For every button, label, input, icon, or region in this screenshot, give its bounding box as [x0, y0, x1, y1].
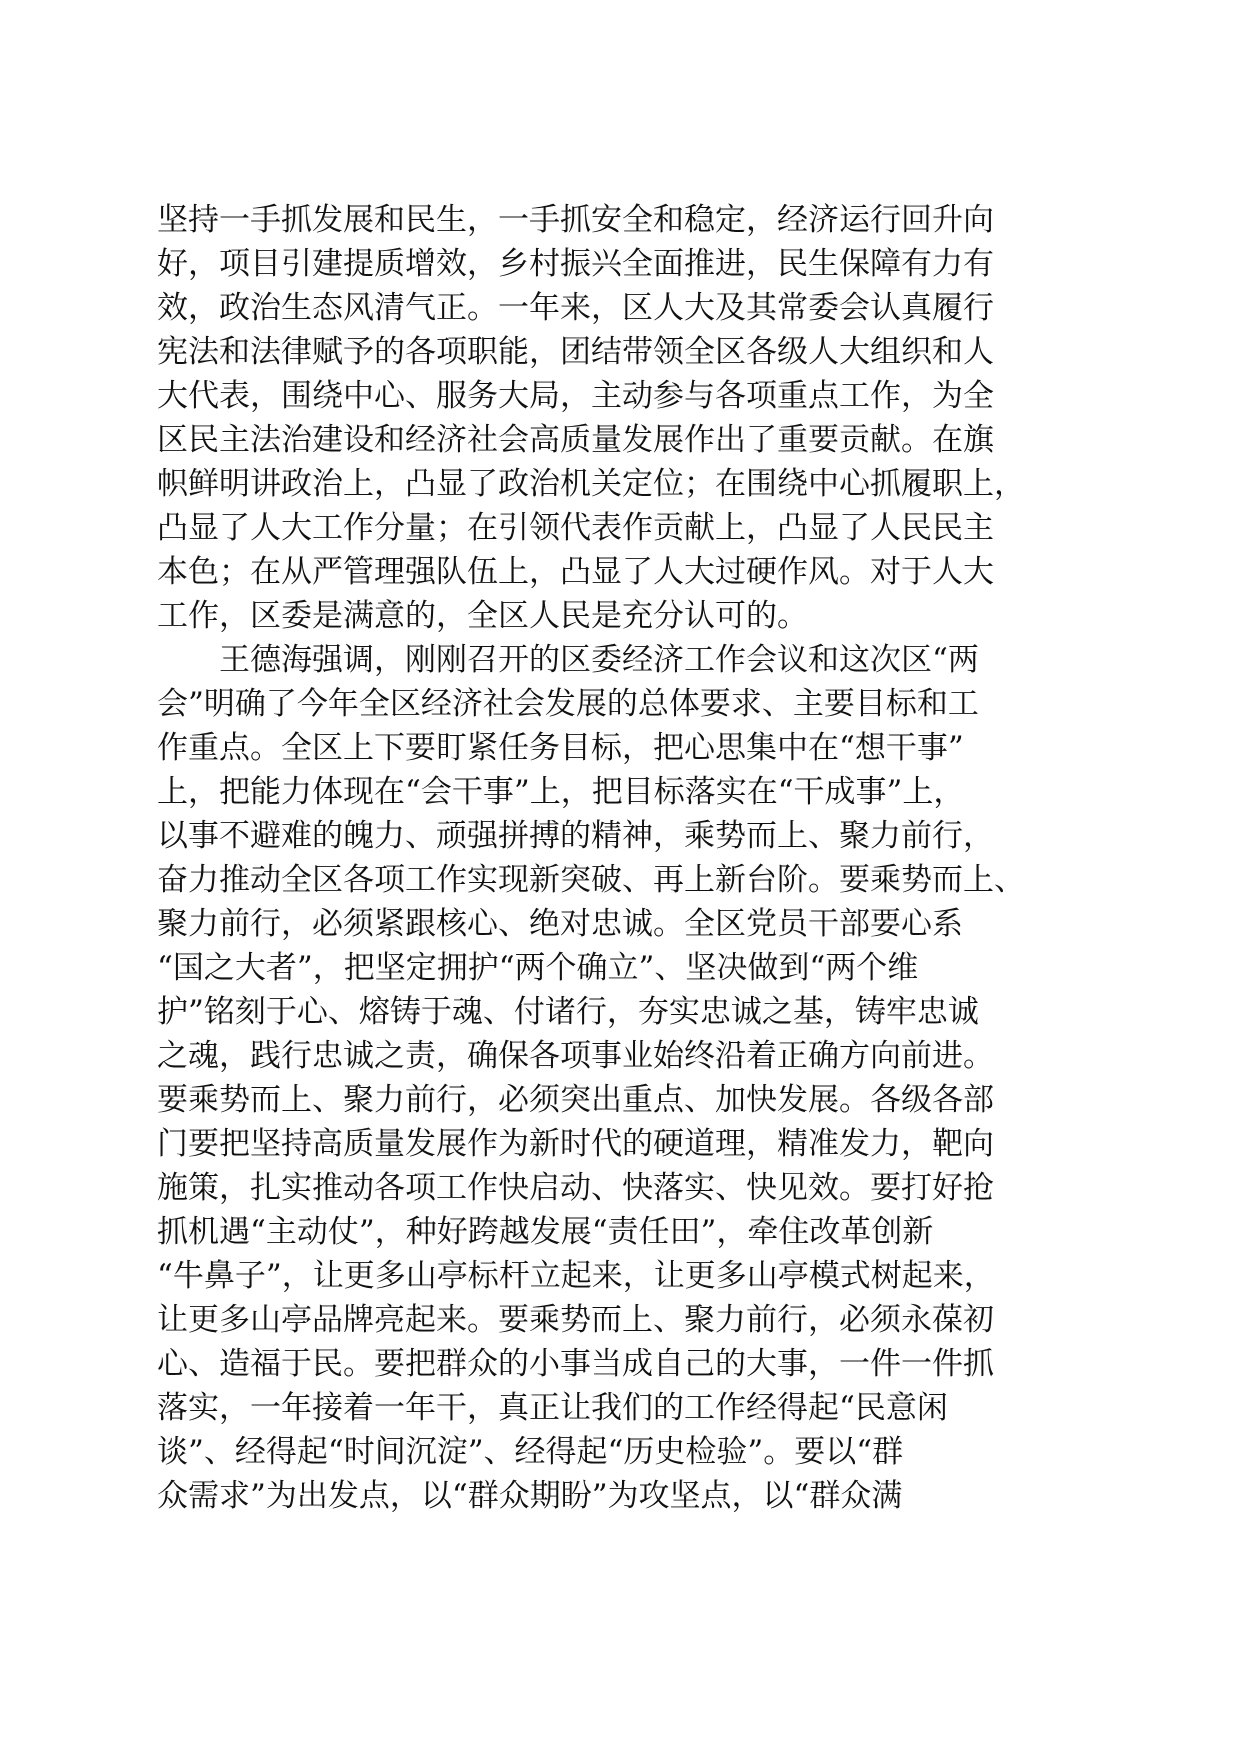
text-line: 会”明确了今年全区经济社会发展的总体要求、主要目标和工: [157, 686, 979, 722]
text-line: 落实，一年接着一年干，真正让我们的工作经得起“民意闲: [157, 1390, 948, 1426]
paragraph-start-line: 王德海强调，刚刚召开的区委经济工作会议和这次区“两: [219, 642, 979, 678]
text-line: 抓机遇“主动仗”，种好跨越发展“责任田”，牵住改革创新: [157, 1214, 934, 1250]
text-line: 让更多山亭品牌亮起来。要乘势而上、聚力前行，必须永葆初: [157, 1302, 994, 1338]
text-line: 工作，区委是满意的，全区人民是充分认可的。: [157, 598, 808, 634]
text-line: 以事不避难的魄力、顽强拼搏的精神，乘势而上、聚力前行，: [157, 818, 994, 854]
text-line: 本色；在从严管理强队伍上，凸显了人大过硬作风。对于人大: [157, 554, 994, 590]
text-line: 众需求”为出发点，以“群众期盼”为攻坚点，以“群众满: [157, 1478, 903, 1514]
text-line: 宪法和法律赋予的各项职能，团结带领全区各级人大组织和人: [157, 334, 994, 370]
text-line: 区民主法治建设和经济社会高质量发展作出了重要贡献。在旗: [157, 422, 994, 458]
text-line: 好，项目引建提质增效，乡村振兴全面推进，民生保障有力有: [157, 246, 994, 282]
text-line: 作重点。全区上下要盯紧任务目标，把心思集中在“想干事”: [157, 730, 964, 766]
text-line: 凸显了人大工作分量；在引领代表作贡献上，凸显了人民民主: [157, 510, 994, 546]
text-line: 要乘势而上、聚力前行，必须突出重点、加快发展。各级各部: [157, 1082, 994, 1118]
text-line: “国之大者”，把坚定拥护“两个确立”、坚决做到“两个维: [157, 950, 919, 986]
text-line: 门要把坚持高质量发展作为新时代的硬道理，精准发力，靶向: [157, 1126, 994, 1162]
text-line: 聚力前行，必须紧跟核心、绝对忠诚。全区党员干部要心系: [157, 906, 963, 942]
text-line: 帜鲜明讲政治上，凸显了政治机关定位；在围绕中心抓履职上，: [157, 466, 1025, 502]
text-line: 之魂，践行忠诚之责，确保各项事业始终沿着正确方向前进。: [157, 1038, 994, 1074]
text-line: 心、造福于民。要把群众的小事当成自己的大事，一件一件抓: [157, 1346, 994, 1382]
text-line: 施策，扎实推动各项工作快启动、快落实、快见效。要打好抢: [157, 1170, 994, 1206]
text-line: 效，政治生态风清气正。一年来，区人大及其常委会认真履行: [157, 290, 994, 326]
text-line: 奋力推动全区各项工作实现新突破、再上新台阶。要乘势而上、: [157, 862, 1025, 898]
text-line: 谈”、经得起“时间沉淀”、经得起“历史检验”。要以“群: [157, 1434, 904, 1470]
text-line: 坚持一手抓发展和民生，一手抓安全和稳定，经济运行回升向: [157, 202, 994, 238]
text-line: 大代表，围绕中心、服务大局，主动参与各项重点工作，为全: [157, 378, 994, 414]
text-line: 护”铭刻于心、熔铸于魂、付诸行，夯实忠诚之基，铸牢忠诚: [157, 994, 979, 1030]
text-line: 上，把能力体现在“会干事”上，把目标落实在“干成事”上，: [157, 774, 965, 810]
text-line: “牛鼻子”，让更多山亭标杆立起来，让更多山亭模式树起来，: [157, 1258, 995, 1294]
